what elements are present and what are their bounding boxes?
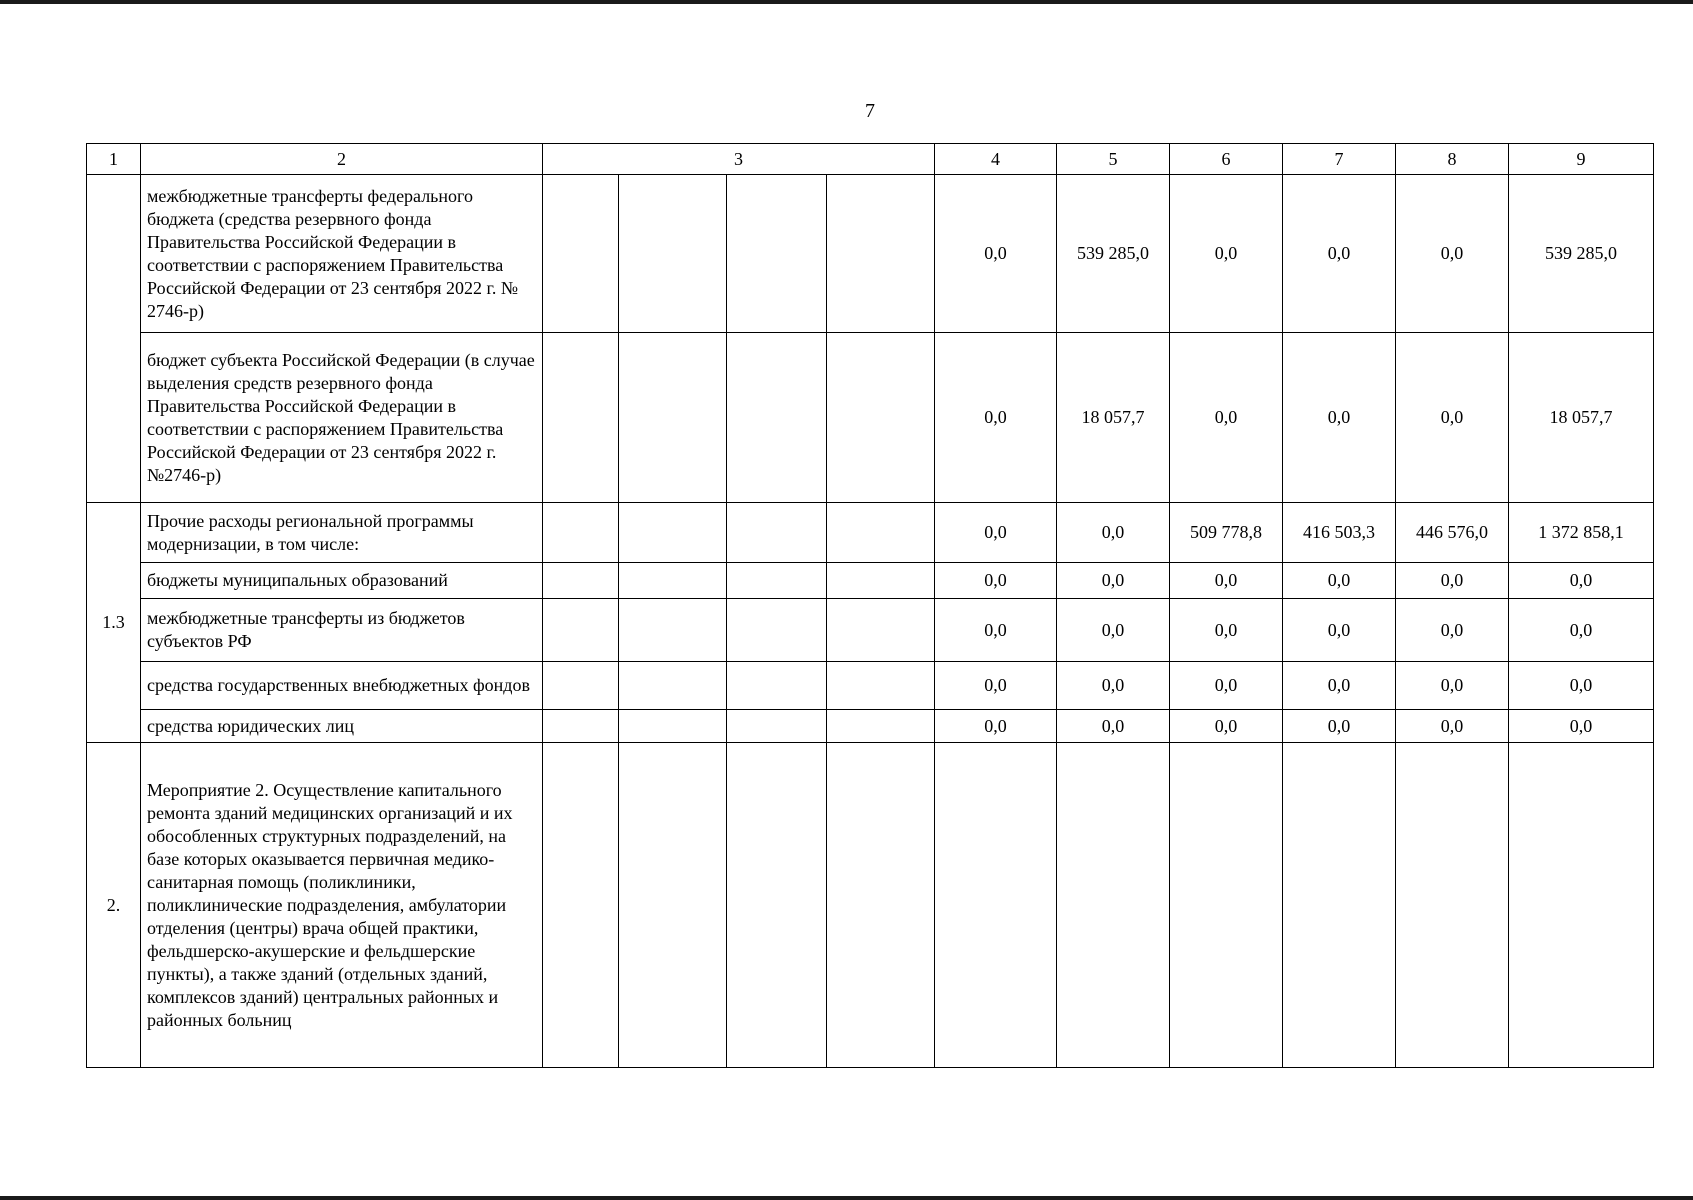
value-cell: 0,0 [1396,599,1509,662]
value-cell: 0,0 [1396,333,1509,503]
value-cell: 0,0 [1283,710,1396,743]
value-cell: 0,0 [935,563,1057,599]
scan-edge-bottom [0,1196,1693,1200]
value-cell: 0,0 [935,503,1057,563]
blank-cell [827,175,935,333]
value-cell: 539 285,0 [1057,175,1170,333]
column-header: 1 [87,144,141,175]
blank-cell [619,175,727,333]
value-cell: 0,0 [1396,662,1509,710]
value-cell: 0,0 [1283,175,1396,333]
value-cell: 0,0 [1509,563,1654,599]
table-row [87,599,1654,662]
table-row [87,710,1654,743]
column-header: 9 [1509,144,1654,175]
value-cell: 0,0 [1057,503,1170,563]
value-cell: 0,0 [1396,710,1509,743]
value-cell: 0,0 [1057,710,1170,743]
value-cell [1057,743,1170,1068]
column-header-row [87,144,1654,175]
blank-cell [727,743,827,1068]
blank-cell [827,563,935,599]
value-cell [935,743,1057,1068]
blank-cell [619,743,727,1068]
value-cell: 0,0 [1170,599,1283,662]
column-header: 2 [141,144,543,175]
blank-cell [543,662,619,710]
blank-cell [543,743,619,1068]
blank-cell [619,563,727,599]
blank-cell [827,333,935,503]
page-number: 7 [865,100,875,122]
column-header: 3 [543,144,935,175]
value-cell: 0,0 [935,662,1057,710]
blank-cell [727,333,827,503]
table-row [87,175,1654,333]
value-cell [1396,743,1509,1068]
value-cell: 0,0 [935,710,1057,743]
blank-cell [727,599,827,662]
value-cell: 0,0 [1509,599,1654,662]
blank-cell [827,662,935,710]
row-description: Прочие расходы региональной программы модернизации, в том числе: [141,503,543,563]
blank-cell [827,503,935,563]
value-cell: 0,0 [1283,662,1396,710]
row-number: 2. [87,743,141,1068]
value-cell [1170,743,1283,1068]
blank-cell [543,175,619,333]
blank-cell [619,662,727,710]
value-cell: 0,0 [935,599,1057,662]
value-cell: 18 057,7 [1509,333,1654,503]
value-cell: 0,0 [1509,710,1654,743]
row-description: средства юридических лиц [141,710,543,743]
blank-cell [727,710,827,743]
column-header: 5 [1057,144,1170,175]
blank-cell [543,503,619,563]
table-row [87,743,1654,1068]
column-header: 4 [935,144,1057,175]
value-cell: 1 372 858,1 [1509,503,1654,563]
column-header: 7 [1283,144,1396,175]
value-cell: 0,0 [1170,175,1283,333]
value-cell: 0,0 [1170,710,1283,743]
value-cell: 0,0 [1283,599,1396,662]
blank-cell [619,333,727,503]
table-row [87,563,1654,599]
row-description: бюджеты муниципальных образований [141,563,543,599]
blank-cell [827,599,935,662]
blank-cell [619,599,727,662]
value-cell: 0,0 [1057,662,1170,710]
table-row [87,333,1654,503]
value-cell [1509,743,1654,1068]
value-cell: 0,0 [1396,563,1509,599]
value-cell: 539 285,0 [1509,175,1654,333]
row-number: 1.3 [87,503,141,743]
blank-cell [727,175,827,333]
value-cell: 446 576,0 [1396,503,1509,563]
row-description: Мероприятие 2. Осуществление капитального ремонта зданий медицинских организаций и их обособленных структурных подразделений, на базе которых оказывается первичная медико-санитарная помощь (поликлиники, поликлинические подразделения, амбулатории отделения (центры) врача общей практики, фельдшерско-акушерские и фельдшерские пункты), а также зданий (отдельных зданий, комплексов зданий) центральных районных и районных больниц [141,743,543,1068]
value-cell: 0,0 [1283,333,1396,503]
scan-edge-top [0,0,1693,4]
value-cell: 18 057,7 [1057,333,1170,503]
value-cell: 0,0 [1396,175,1509,333]
value-cell: 0,0 [935,175,1057,333]
blank-cell [543,599,619,662]
value-cell [1283,743,1396,1068]
value-cell: 0,0 [1057,563,1170,599]
value-cell: 0,0 [935,333,1057,503]
value-cell: 0,0 [1283,563,1396,599]
blank-cell [827,743,935,1068]
blank-cell [727,563,827,599]
column-header: 8 [1396,144,1509,175]
blank-cell [827,710,935,743]
table-row [87,662,1654,710]
value-cell: 0,0 [1170,333,1283,503]
blank-cell [619,503,727,563]
blank-cell [543,563,619,599]
row-description: межбюджетные трансферты федерального бюджета (средства резервного фонда Правительства Российской Федерации в соответствии с распоряжением Правительства Российской Федерации от 23 сентября 2022 г. № 2746-р) [141,175,543,333]
blank-cell [619,710,727,743]
blank-cell [727,503,827,563]
value-cell: 0,0 [1170,662,1283,710]
budget-table [86,143,1654,1068]
value-cell: 509 778,8 [1170,503,1283,563]
row-description: бюджет субъекта Российской Федерации (в случае выделения средств резервного фонда Правительства Российской Федерации в соответствии с распоряжением Правительства Российской Федерации от 23 сентября 2022 г. №2746-р) [141,333,543,503]
value-cell: 416 503,3 [1283,503,1396,563]
table-row [87,503,1654,563]
blank-cell [543,333,619,503]
value-cell: 0,0 [1170,563,1283,599]
row-description: межбюджетные трансферты из бюджетов субъектов РФ [141,599,543,662]
row-number [87,175,141,503]
column-header: 6 [1170,144,1283,175]
value-cell: 0,0 [1509,662,1654,710]
value-cell: 0,0 [1057,599,1170,662]
row-description: средства государственных внебюджетных фондов [141,662,543,710]
blank-cell [543,710,619,743]
blank-cell [727,662,827,710]
